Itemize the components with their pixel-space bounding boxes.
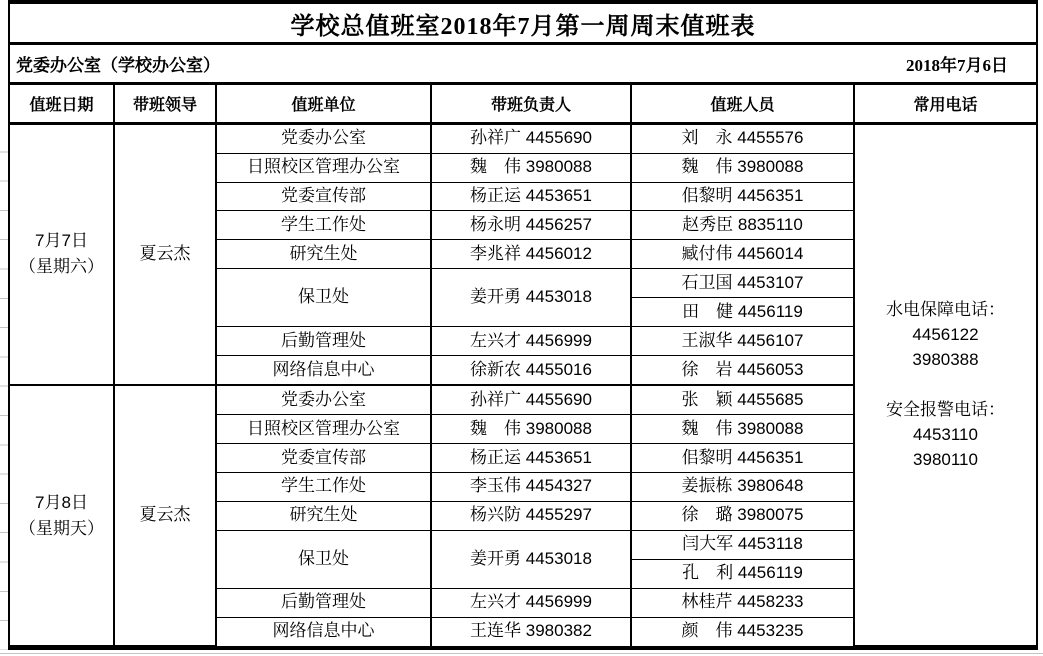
duty-row — [10, 123, 1036, 153]
duty-date-cell — [10, 385, 114, 645]
unit-cell: 党委办公室 — [216, 385, 431, 415]
weekday-label: （星期天） — [19, 518, 104, 538]
manager-cell: 孙祥广 4455690 — [431, 123, 631, 153]
manager-cell: 姜开勇 4453018 — [431, 530, 631, 588]
staff-cell: 佀黎明 4456351 — [631, 444, 854, 473]
staff-cell: 林桂芹 4458233 — [631, 588, 854, 617]
unit-cell: 保卫处 — [216, 269, 431, 327]
manager-cell: 杨永明 4456257 — [431, 211, 631, 240]
col-header-duty-unit: 值班单位 — [216, 85, 431, 123]
issue-date: 2018年7月6日 — [906, 56, 1008, 75]
manager-cell: 左兴才 4456999 — [431, 327, 631, 356]
duty-table — [10, 85, 1036, 646]
manager-cell: 李玉伟 4454327 — [431, 472, 631, 501]
unit-cell: 党委宣传部 — [216, 444, 431, 473]
staff-cell: 石卫国 4453107 — [631, 269, 854, 298]
unit-cell: 日照校区管理办公室 — [216, 415, 431, 444]
col-header-duty-staff: 值班人员 — [631, 85, 854, 123]
title-bar — [10, 0, 1036, 45]
manager-cell: 魏 伟 3980088 — [431, 153, 631, 182]
phone-cell — [854, 123, 1036, 646]
unit-cell: 网络信息中心 — [216, 617, 431, 645]
staff-cell: 刘 永 4455576 — [631, 123, 854, 153]
col-header-duty-date: 值班日期 — [10, 85, 114, 123]
duty-date-label: 7月8日 — [35, 492, 88, 512]
left-gutter-gridlines — [0, 123, 8, 650]
phone-line: 4456122 — [912, 325, 979, 345]
staff-cell: 王淑华 4456107 — [631, 327, 854, 356]
col-header-common-phones: 常用电话 — [854, 85, 1036, 123]
manager-cell: 王连华 3980382 — [431, 617, 631, 645]
header-row — [10, 85, 1036, 123]
staff-cell: 魏 伟 3980088 — [631, 153, 854, 182]
manager-cell: 李兆祥 4456012 — [431, 240, 631, 269]
manager-cell: 徐新农 4455016 — [431, 356, 631, 386]
unit-cell: 学生工作处 — [216, 211, 431, 240]
staff-cell: 魏 伟 3980088 — [631, 415, 854, 444]
staff-cell: 张 颖 4455685 — [631, 385, 854, 415]
staff-cell: 姜振栋 3980648 — [631, 472, 854, 501]
phone-line: 3980388 — [912, 350, 979, 370]
unit-cell: 党委宣传部 — [216, 182, 431, 211]
unit-cell: 党委办公室 — [216, 123, 431, 153]
phone-line: 4453110 — [913, 425, 978, 445]
weekday-label: （星期六） — [19, 257, 104, 277]
unit-cell: 后勤管理处 — [216, 327, 431, 356]
duty-date-label: 7月7日 — [35, 231, 88, 251]
page-title: 学校总值班室2018年7月第一周周末值班表 — [290, 13, 756, 40]
manager-cell: 魏 伟 3980088 — [431, 415, 631, 444]
staff-cell: 赵秀臣 8835110 — [631, 211, 854, 240]
leader-cell: 夏云杰 — [114, 123, 216, 385]
phone-line — [855, 372, 1036, 397]
col-header-duty-manager: 带班负责人 — [431, 85, 631, 123]
unit-cell: 后勤管理处 — [216, 588, 431, 617]
staff-cell: 徐 岩 4456053 — [631, 356, 854, 386]
phone-line: 水电保障电话： — [886, 300, 1005, 320]
phone-line: 安全报警电话： — [886, 400, 1005, 420]
unit-cell: 保卫处 — [216, 530, 431, 588]
manager-cell: 杨正运 4453651 — [431, 444, 631, 473]
unit-cell: 研究生处 — [216, 240, 431, 269]
roster-document — [8, 0, 1038, 650]
staff-cell: 徐 璐 3980075 — [631, 501, 854, 530]
staff-cell: 颜 伟 4453235 — [631, 617, 854, 645]
staff-cell: 孔 利 4456119 — [631, 559, 854, 588]
staff-cell: 佀黎明 4456351 — [631, 182, 854, 211]
manager-cell: 孙祥广 4455690 — [431, 385, 631, 415]
manager-cell: 杨正运 4453651 — [431, 182, 631, 211]
subtitle-bar — [10, 45, 1036, 85]
unit-cell: 网络信息中心 — [216, 356, 431, 386]
manager-cell: 左兴才 4456999 — [431, 588, 631, 617]
manager-cell: 姜开勇 4453018 — [431, 269, 631, 327]
leader-cell: 夏云杰 — [114, 385, 216, 645]
phone-line: 3980110 — [913, 450, 978, 470]
col-header-lead-leader: 带班领导 — [114, 85, 216, 123]
staff-cell: 田 健 4456119 — [631, 298, 854, 327]
unit-cell: 研究生处 — [216, 501, 431, 530]
staff-cell: 闫大军 4453118 — [631, 530, 854, 559]
bottom-gridline — [0, 653, 1043, 654]
unit-cell: 日照校区管理办公室 — [216, 153, 431, 182]
duty-date-cell — [10, 123, 114, 385]
unit-cell: 学生工作处 — [216, 472, 431, 501]
issuing-office: 党委办公室（学校办公室） — [16, 56, 220, 75]
manager-cell: 杨兴防 4455297 — [431, 501, 631, 530]
staff-cell: 臧付伟 4456014 — [631, 240, 854, 269]
